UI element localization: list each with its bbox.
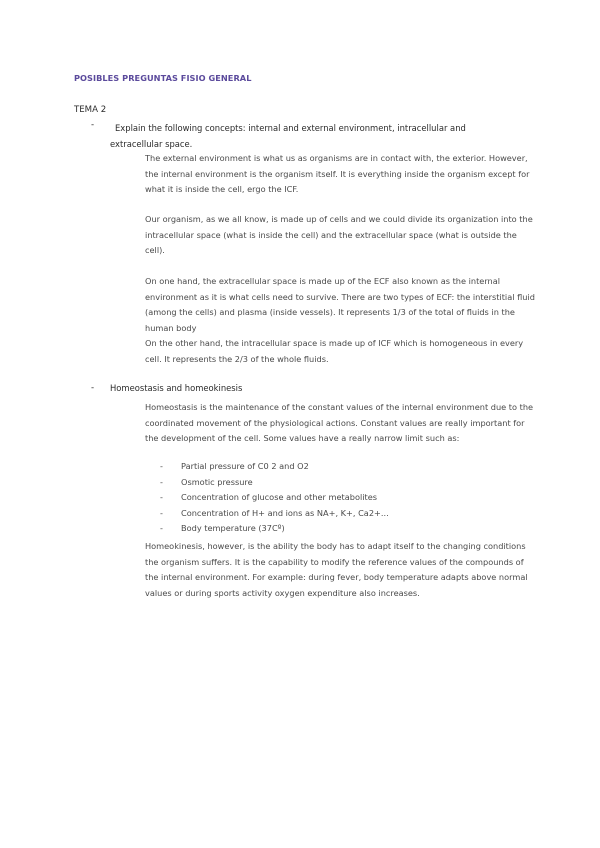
section-heading: TEMA 2 xyxy=(74,105,107,115)
question-1-line-1: Explain the following concepts: internal and external environment, intracellular and xyxy=(115,123,466,133)
list-item: - Partial pressure of C0 2 and O2 xyxy=(160,461,309,471)
question-1-heading xyxy=(110,120,500,152)
list-item: - Concentration of glucose and other metabolites xyxy=(160,492,378,502)
paragraph-homeostasis: Homeostasis is the maintenance of the constant values of the internal environment due to the coordinated movement of the physiological actions. Constant values are really important for the development of the cell. Some values have a really narrow limit such as: xyxy=(145,402,534,443)
paragraph-external-environment: The external environment is what us as organisms are in contact with, the exterior. However, the internal environment is the organism itself. It is everything inside the organism except for what it is inside the cell, ergo the ICF. xyxy=(145,153,530,194)
document-title: POSIBLES PREGUNTAS FISIO GENERAL xyxy=(74,73,252,83)
list-item: - Body temperature (37Cº) xyxy=(160,523,285,533)
paragraph-organism-cells: Our organism, as we all know, is made up of cells and we could divide its organization into the intracellular space (what is inside the cell) and the extracellular space (what is outside the cell). xyxy=(145,214,533,255)
homeostasis-values-list xyxy=(160,459,389,537)
paragraph-extracellular-space: On one hand, the extracellular space is made up of the ECF also known as the internal environment as it is what cells need to survive. There are two types of ECF: the interstitial fluid (among the cells) and plasma (inside vessels). It represents 1/3 of the total of fluids in the human body xyxy=(145,276,535,333)
question-1-line-2: extracellular space. xyxy=(110,139,193,149)
list-item: - Osmotic pressure xyxy=(160,476,253,487)
question-1-dash: - xyxy=(91,120,95,130)
question-2-dash: - xyxy=(91,383,95,393)
paragraph-homeokinesis: Homeokinesis, however, is the ability the body has to adapt itself to the changing conditions the organism suffers. It is the capability to modify the reference values of the compounds of the internal environment. For example: during fever, body temperature adapts above normal values or during sports activity oxygen expenditure also increases. xyxy=(145,541,528,598)
paragraph-intracellular-space: On the other hand, the intracellular space is made up of ICF which is homogeneous in every cell. It represents the 2/3 of the whole fluids. xyxy=(145,338,524,364)
list-item: - Concentration of H+ and ions as NA+, K+, Ca2+... xyxy=(160,507,389,518)
question-2-heading: Homeostasis and homeokinesis xyxy=(110,383,243,393)
